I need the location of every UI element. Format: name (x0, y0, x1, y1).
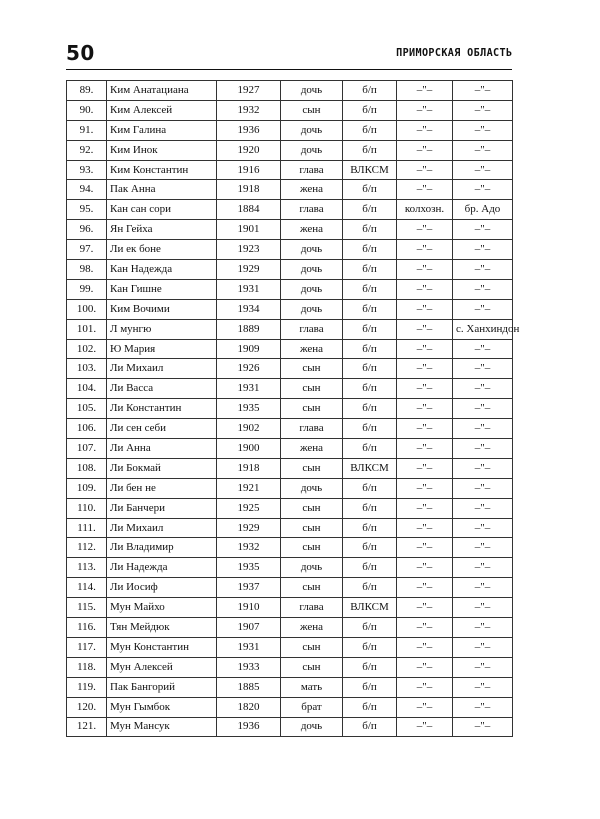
person-name: Тян Мейдюк (107, 618, 217, 638)
person-name: Ян Гейха (107, 220, 217, 240)
birth-year: 1923 (217, 240, 281, 260)
birth-year: 1932 (217, 538, 281, 558)
person-name: Мун Майхо (107, 598, 217, 618)
row-number: 98. (67, 260, 107, 280)
party-affiliation: б/п (343, 200, 397, 220)
table-row (67, 498, 513, 518)
table-row (67, 339, 513, 359)
row-number: 109. (67, 478, 107, 498)
party-affiliation: б/п (343, 498, 397, 518)
birth-year: 1820 (217, 697, 281, 717)
table-row (67, 319, 513, 339)
settlement: –"– (453, 558, 513, 578)
region-title: ПРИМОРСКАЯ ОБЛАСТЬ (395, 46, 512, 59)
occupation: –"– (397, 379, 453, 399)
family-relation: жена (281, 180, 343, 200)
table-row (67, 180, 513, 200)
family-relation: дочь (281, 299, 343, 319)
birth-year: 1927 (217, 81, 281, 101)
settlement: бр. Адо (453, 200, 513, 220)
page-header (66, 41, 512, 71)
row-number: 120. (67, 697, 107, 717)
party-affiliation: б/п (343, 319, 397, 339)
row-number: 106. (67, 419, 107, 439)
person-name: Кан сан сори (107, 200, 217, 220)
table-row (67, 140, 513, 160)
row-number: 104. (67, 379, 107, 399)
party-affiliation: б/п (343, 478, 397, 498)
occupation: –"– (397, 697, 453, 717)
family-relation: жена (281, 339, 343, 359)
table-row (67, 100, 513, 120)
party-affiliation: б/п (343, 618, 397, 638)
party-affiliation: б/п (343, 657, 397, 677)
birth-year: 1921 (217, 478, 281, 498)
settlement: –"– (453, 598, 513, 618)
person-name: Ким Инок (107, 140, 217, 160)
occupation: –"– (397, 160, 453, 180)
family-relation: сын (281, 637, 343, 657)
birth-year: 1937 (217, 578, 281, 598)
occupation: –"– (397, 498, 453, 518)
family-relation: дочь (281, 478, 343, 498)
occupation: –"– (397, 717, 453, 737)
occupation: –"– (397, 478, 453, 498)
row-number: 89. (67, 81, 107, 101)
party-affiliation: б/п (343, 240, 397, 260)
row-number: 93. (67, 160, 107, 180)
settlement: –"– (453, 399, 513, 419)
family-relation: дочь (281, 120, 343, 140)
family-relation: сын (281, 379, 343, 399)
row-number: 94. (67, 180, 107, 200)
family-relation: сын (281, 498, 343, 518)
family-relation: сын (281, 578, 343, 598)
family-relation: брат (281, 697, 343, 717)
table-row (67, 558, 513, 578)
party-affiliation: б/п (343, 717, 397, 737)
settlement: –"– (453, 518, 513, 538)
table-row (67, 439, 513, 459)
row-number: 92. (67, 140, 107, 160)
table-row (67, 399, 513, 419)
row-number: 91. (67, 120, 107, 140)
birth-year: 1900 (217, 439, 281, 459)
birth-year: 1901 (217, 220, 281, 240)
party-affiliation: б/п (343, 260, 397, 280)
occupation: –"– (397, 399, 453, 419)
occupation: –"– (397, 637, 453, 657)
person-name: Ким Алексей (107, 100, 217, 120)
party-affiliation: б/п (343, 637, 397, 657)
row-number: 99. (67, 279, 107, 299)
birth-year: 1920 (217, 140, 281, 160)
family-relation: дочь (281, 240, 343, 260)
occupation: –"– (397, 538, 453, 558)
party-affiliation: б/п (343, 379, 397, 399)
occupation: –"– (397, 279, 453, 299)
table-row (67, 518, 513, 538)
family-relation: мать (281, 677, 343, 697)
person-name: Кан Надежда (107, 260, 217, 280)
settlement: –"– (453, 439, 513, 459)
occupation: –"– (397, 260, 453, 280)
row-number: 95. (67, 200, 107, 220)
page-number: 50 (66, 41, 95, 65)
family-relation: глава (281, 160, 343, 180)
table-row (67, 538, 513, 558)
birth-year: 1936 (217, 120, 281, 140)
person-name: Ли сен себи (107, 419, 217, 439)
family-relation: глава (281, 200, 343, 220)
birth-year: 1884 (217, 200, 281, 220)
party-affiliation: ВЛКСМ (343, 458, 397, 478)
family-relation: сын (281, 518, 343, 538)
occupation: –"– (397, 419, 453, 439)
birth-year: 1907 (217, 618, 281, 638)
party-affiliation: б/п (343, 81, 397, 101)
settlement: –"– (453, 81, 513, 101)
party-affiliation: б/п (343, 100, 397, 120)
row-number: 117. (67, 637, 107, 657)
table-row (67, 578, 513, 598)
party-affiliation: б/п (343, 697, 397, 717)
person-name: Ли Михаил (107, 518, 217, 538)
row-number: 112. (67, 538, 107, 558)
person-name: Мун Мансук (107, 717, 217, 737)
table-row (67, 160, 513, 180)
person-name: Ю Мария (107, 339, 217, 359)
occupation: –"– (397, 518, 453, 538)
settlement: –"– (453, 697, 513, 717)
table-row (67, 637, 513, 657)
header-rule (66, 69, 512, 70)
settlement: –"– (453, 618, 513, 638)
family-relation: дочь (281, 558, 343, 578)
settlement: –"– (453, 458, 513, 478)
settlement: –"– (453, 100, 513, 120)
row-number: 96. (67, 220, 107, 240)
row-number: 101. (67, 319, 107, 339)
person-name: Ли Владимир (107, 538, 217, 558)
occupation: –"– (397, 81, 453, 101)
person-name: Кан Гишне (107, 279, 217, 299)
settlement: –"– (453, 677, 513, 697)
settlement: –"– (453, 359, 513, 379)
person-name: Ли Иосиф (107, 578, 217, 598)
occupation: –"– (397, 657, 453, 677)
family-relation: сын (281, 538, 343, 558)
party-affiliation: б/п (343, 558, 397, 578)
table-row (67, 279, 513, 299)
family-relation: дочь (281, 717, 343, 737)
person-name: Ли Надежда (107, 558, 217, 578)
occupation: –"– (397, 140, 453, 160)
person-name: Ли Михаил (107, 359, 217, 379)
row-number: 97. (67, 240, 107, 260)
party-affiliation: б/п (343, 359, 397, 379)
settlement: –"– (453, 120, 513, 140)
person-name: Ли ек боне (107, 240, 217, 260)
settlement: –"– (453, 578, 513, 598)
family-relation: сын (281, 657, 343, 677)
birth-year: 1934 (217, 299, 281, 319)
birth-year: 1931 (217, 637, 281, 657)
party-affiliation: ВЛКСМ (343, 160, 397, 180)
person-name: Ли бен не (107, 478, 217, 498)
family-relation: глава (281, 598, 343, 618)
roster-body (67, 81, 520, 737)
table-row (67, 677, 513, 697)
birth-year: 1925 (217, 498, 281, 518)
birth-year: 1889 (217, 319, 281, 339)
occupation: –"– (397, 598, 453, 618)
row-number: 100. (67, 299, 107, 319)
party-affiliation: б/п (343, 439, 397, 459)
birth-year: 1935 (217, 399, 281, 419)
occupation: –"– (397, 120, 453, 140)
party-affiliation: б/п (343, 220, 397, 240)
row-number: 107. (67, 439, 107, 459)
family-relation: сын (281, 399, 343, 419)
person-name: Мун Гымбок (107, 697, 217, 717)
occupation: –"– (397, 220, 453, 240)
settlement: –"– (453, 478, 513, 498)
settlement: –"– (453, 717, 513, 737)
occupation: –"– (397, 319, 453, 339)
table-row (67, 200, 513, 220)
table-row (67, 120, 513, 140)
person-name: Ким Анатациана (107, 81, 217, 101)
row-number: 119. (67, 677, 107, 697)
table-row (67, 419, 513, 439)
settlement: –"– (453, 657, 513, 677)
row-number: 118. (67, 657, 107, 677)
table-row (67, 359, 513, 379)
person-name: Ли Банчери (107, 498, 217, 518)
row-number: 113. (67, 558, 107, 578)
settlement: –"– (453, 339, 513, 359)
family-relation: сын (281, 458, 343, 478)
row-number: 108. (67, 458, 107, 478)
row-number: 115. (67, 598, 107, 618)
table-row (67, 618, 513, 638)
party-affiliation: б/п (343, 180, 397, 200)
occupation: –"– (397, 299, 453, 319)
table-row (67, 260, 513, 280)
table-row (67, 379, 513, 399)
settlement: –"– (453, 160, 513, 180)
birth-year: 1918 (217, 458, 281, 478)
row-number: 90. (67, 100, 107, 120)
row-number: 116. (67, 618, 107, 638)
birth-year: 1885 (217, 677, 281, 697)
birth-year: 1929 (217, 260, 281, 280)
person-name: Пак Анна (107, 180, 217, 200)
occupation: –"– (397, 618, 453, 638)
settlement: –"– (453, 240, 513, 260)
birth-year: 1932 (217, 100, 281, 120)
table-row (67, 220, 513, 240)
birth-year: 1936 (217, 717, 281, 737)
family-relation: жена (281, 618, 343, 638)
row-number: 102. (67, 339, 107, 359)
roster-table (66, 80, 520, 737)
table-row (67, 458, 513, 478)
occupation: –"– (397, 240, 453, 260)
party-affiliation: б/п (343, 299, 397, 319)
person-name: Ли Бокмай (107, 458, 217, 478)
table-row (67, 240, 513, 260)
occupation: –"– (397, 558, 453, 578)
person-name: Ли Константин (107, 399, 217, 419)
birth-year: 1931 (217, 279, 281, 299)
birth-year: 1935 (217, 558, 281, 578)
person-name: Ким Константин (107, 160, 217, 180)
birth-year: 1926 (217, 359, 281, 379)
table-row (67, 697, 513, 717)
party-affiliation: ВЛКСМ (343, 598, 397, 618)
row-number: 105. (67, 399, 107, 419)
occupation: –"– (397, 677, 453, 697)
occupation: –"– (397, 359, 453, 379)
table-row (67, 81, 513, 101)
settlement: –"– (453, 140, 513, 160)
party-affiliation: б/п (343, 538, 397, 558)
party-affiliation: б/п (343, 677, 397, 697)
occupation: –"– (397, 578, 453, 598)
table-row (67, 478, 513, 498)
person-name: Ли Анна (107, 439, 217, 459)
person-name: Л мунгю (107, 319, 217, 339)
birth-year: 1933 (217, 657, 281, 677)
family-relation: дочь (281, 279, 343, 299)
family-relation: глава (281, 319, 343, 339)
occupation: –"– (397, 180, 453, 200)
person-name: Пак Бангорий (107, 677, 217, 697)
birth-year: 1929 (217, 518, 281, 538)
table-row (67, 299, 513, 319)
settlement: –"– (453, 279, 513, 299)
settlement: –"– (453, 637, 513, 657)
table-row (67, 717, 513, 737)
family-relation: сын (281, 359, 343, 379)
person-name: Ким Вочими (107, 299, 217, 319)
table-row (67, 657, 513, 677)
table-row (67, 598, 513, 618)
settlement: –"– (453, 180, 513, 200)
party-affiliation: б/п (343, 339, 397, 359)
family-relation: жена (281, 439, 343, 459)
person-name: Ким Галина (107, 120, 217, 140)
party-affiliation: б/п (343, 140, 397, 160)
birth-year: 1916 (217, 160, 281, 180)
person-name: Мун Алексей (107, 657, 217, 677)
birth-year: 1902 (217, 419, 281, 439)
settlement: –"– (453, 379, 513, 399)
occupation: –"– (397, 439, 453, 459)
row-number: 110. (67, 498, 107, 518)
birth-year: 1931 (217, 379, 281, 399)
birth-year: 1918 (217, 180, 281, 200)
family-relation: сын (281, 100, 343, 120)
settlement: –"– (453, 260, 513, 280)
settlement: –"– (453, 419, 513, 439)
settlement: с. Ханхиндон (453, 319, 513, 339)
family-relation: глава (281, 419, 343, 439)
party-affiliation: б/п (343, 279, 397, 299)
party-affiliation: б/п (343, 578, 397, 598)
settlement: –"– (453, 299, 513, 319)
party-affiliation: б/п (343, 120, 397, 140)
person-name: Мун Константин (107, 637, 217, 657)
row-number: 121. (67, 717, 107, 737)
occupation: –"– (397, 339, 453, 359)
birth-year: 1909 (217, 339, 281, 359)
row-number: 103. (67, 359, 107, 379)
settlement: –"– (453, 538, 513, 558)
party-affiliation: б/п (343, 399, 397, 419)
occupation: –"– (397, 458, 453, 478)
row-number: 114. (67, 578, 107, 598)
person-name: Ли Васса (107, 379, 217, 399)
family-relation: дочь (281, 260, 343, 280)
family-relation: жена (281, 220, 343, 240)
party-affiliation: б/п (343, 419, 397, 439)
birth-year: 1910 (217, 598, 281, 618)
party-affiliation: б/п (343, 518, 397, 538)
occupation: –"– (397, 100, 453, 120)
settlement: –"– (453, 220, 513, 240)
settlement: –"– (453, 498, 513, 518)
family-relation: дочь (281, 140, 343, 160)
occupation: колхозн. (397, 200, 453, 220)
row-number: 111. (67, 518, 107, 538)
family-relation: дочь (281, 81, 343, 101)
